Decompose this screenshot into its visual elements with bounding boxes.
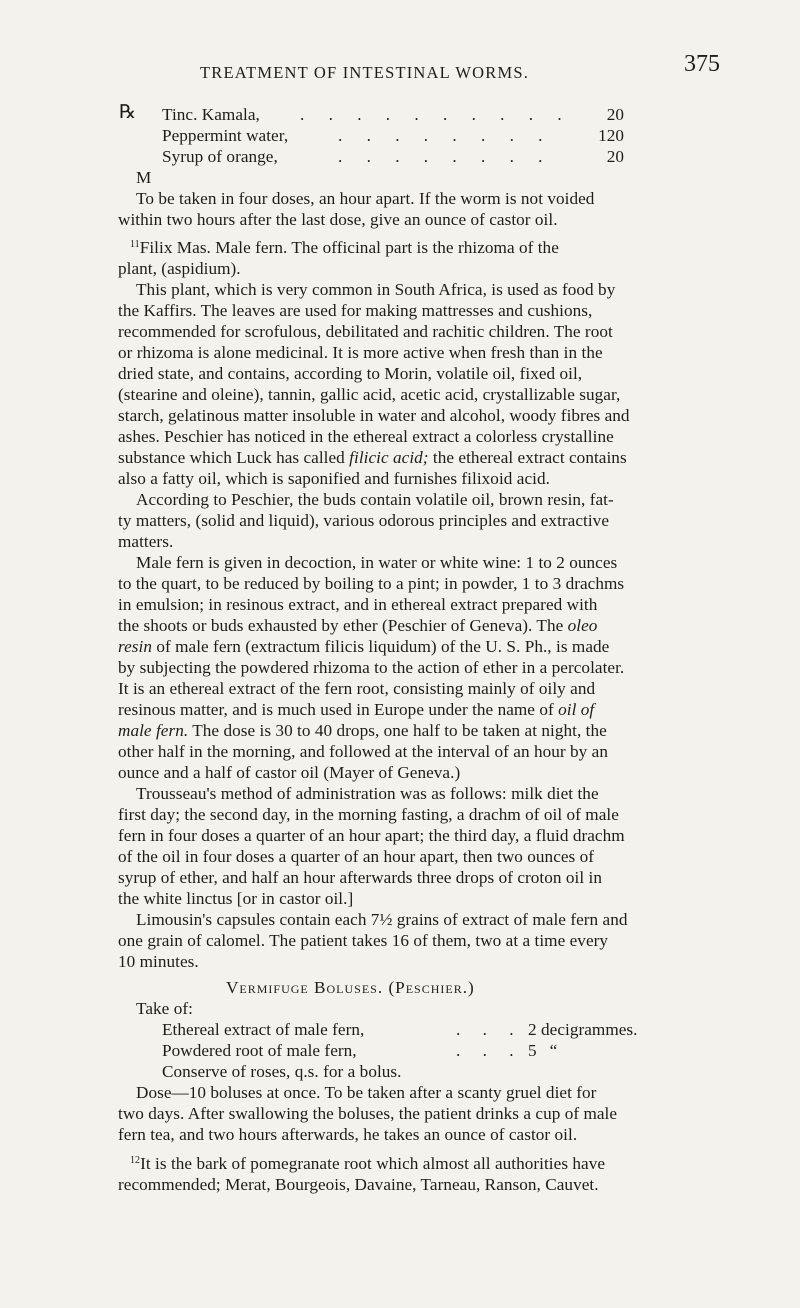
text-line: syrup of ether, and half an hour afterwards three drops of croton oil in <box>118 868 603 887</box>
bolus-item <box>162 1019 364 1040</box>
text-line: Male fern is given in decoction, in water or white wine: 1 to 2 ounces <box>136 553 618 572</box>
text-line: male fern. The dose is 30 to 40 drops, one half to be taken at night, the <box>118 721 607 740</box>
text-line: resinous matter, and is much used in Europe under the name of oil of <box>118 700 595 719</box>
text-line: recommended; Merat, Bourgeois, Davaine, Tarneau, Ranson, Cauvet. <box>118 1175 599 1194</box>
text-line: This plant, which is very common in South Africa, is used as food by <box>136 280 616 299</box>
text-line: $^{12}$It is the bark of pomegranate root which almost all authorities have <box>130 1154 606 1173</box>
bolus-item-name: Powdered root of male fern, <box>162 1041 357 1060</box>
text-line: two days. After swallowing the boluses, the patient drinks a cup of male <box>118 1104 618 1123</box>
text-line: one grain of calomel. The patient takes 16 of them, two at a time every <box>118 931 609 950</box>
rx-item-qty: 120 <box>598 126 624 145</box>
italic-term: oleo <box>567 616 598 635</box>
rx-item-qty: 20 <box>606 147 624 166</box>
running-header <box>200 51 720 83</box>
text-line: or rhizoma is alone medicinal. It is more active when fresh than in the <box>118 343 603 362</box>
italic-term: filicic acid; <box>349 448 429 467</box>
italic-term: oil of <box>558 700 595 719</box>
misce-label: M <box>136 168 152 187</box>
section-heading: Vermifuge Boluses. (Peschier.) <box>226 978 475 997</box>
text-line: plant, (aspidium). <box>118 259 241 278</box>
rx-item-name: Tinc. Kamala, <box>162 105 260 124</box>
text-line: 10 minutes. <box>118 952 199 971</box>
text-line: To be taken in four doses, an hour apart. If the worm is not voided <box>136 189 595 208</box>
bolus-item-qty: 5 “ <box>528 1041 558 1060</box>
text-line: ashes. Peschier has noticed in the ethereal extract a colorless crystalline <box>118 427 614 446</box>
text-line: resin of male fern (extractum filicis liquidum) of the U. S. Ph., is made <box>118 637 610 656</box>
bolus-item-name: Ethereal extract of male fern, <box>162 1020 365 1039</box>
text-line: ty matters, (solid and liquid), various odorous principles and extractive <box>118 511 609 530</box>
text-line: other half in the morning, and followed at the interval of an hour by an <box>118 742 608 761</box>
rx-item-name: Peppermint water, <box>162 126 289 145</box>
rx-item-name: Syrup of orange, <box>162 147 278 166</box>
text-line: Trousseau's method of administration was as follows: milk diet the <box>136 784 599 803</box>
rx-item <box>0 104 800 126</box>
text-line: dried state, and contains, according to Morin, volatile oil, fixed oil, <box>118 364 583 383</box>
leader-dots: . . . . . . . . <box>338 126 553 145</box>
footnote-marker: 11 <box>130 239 140 250</box>
text-line: by subjecting the powdered rhizoma to the action of ether in a percolater. <box>118 658 625 677</box>
text-line: the shoots or buds exhausted by ether (Peschier of Geneva). The oleo <box>118 616 598 635</box>
leader-dots: . . . <box>456 1020 523 1039</box>
text-line: the Kaffirs. The leaves are used for making mattresses and cushions, <box>118 301 593 320</box>
text-line: also a fatty oil, which is saponified and furnishes filixoid acid. <box>118 469 550 488</box>
text-line: in emulsion; in resinous extract, and in ethereal extract prepared with <box>118 595 598 614</box>
rx-item <box>0 125 800 147</box>
text-line: ounce and a half of castor oil (Mayer of Geneva.) <box>118 763 461 782</box>
italic-term: resin <box>118 637 152 656</box>
page-number: 375 <box>684 51 720 77</box>
text-line: the white linctus [or in castor oil.] <box>118 889 354 908</box>
text-line: first day; the second day, in the morning fasting, a drachm of oil of male <box>118 805 619 824</box>
italic-term: male fern. <box>118 721 189 740</box>
text-line: Take of: <box>136 999 193 1018</box>
bolus-item <box>162 1040 357 1061</box>
bolus-item <box>162 1061 402 1082</box>
text-line: fern in four doses a quarter of an hour apart; the third day, a fluid drachm <box>118 826 625 845</box>
recipe-symbol: ℞ <box>119 102 137 123</box>
text-line: of the oil in four doses a quarter of an hour apart, then two ounces of <box>118 847 595 866</box>
text-line: to the quart, to be reduced by boiling to a pint; in powder, 1 to 3 drachms <box>118 574 625 593</box>
text-line: recommended for scrofulous, debilitated and rachitic children. The root <box>118 322 613 341</box>
footnote-marker: 12 <box>130 1155 141 1166</box>
leader-dots: . . . <box>456 1041 523 1060</box>
header-title: TREATMENT OF INTESTINAL WORMS. <box>200 63 530 82</box>
text-line: Limousin's capsules contain each 7½ grains of extract of male fern and <box>136 910 628 929</box>
bolus-item-name: Conserve of roses, q.s. for a bolus. <box>162 1062 402 1081</box>
rx-item <box>0 146 800 168</box>
text-line: within two hours after the last dose, give an ounce of castor oil. <box>118 210 558 229</box>
text-line: It is an ethereal extract of the fern root, consisting mainly of oily and <box>118 679 596 698</box>
text-line: matters. <box>118 532 174 551</box>
text-line: Dose—10 boluses at once. To be taken after a scanty gruel diet for <box>136 1083 597 1102</box>
rx-item-qty: 20 <box>606 105 624 124</box>
text-line: fern tea, and two hours afterwards, he takes an ounce of castor oil. <box>118 1125 578 1144</box>
text-line: $^{11}$Filix Mas. Male fern. The officinal part is the rhizoma of the <box>130 238 559 257</box>
leader-dots: . . . . . . . . . . <box>300 105 572 124</box>
text-line: substance which Luck has called filicic acid; the ethereal extract contains <box>118 448 627 467</box>
text-line: According to Peschier, the buds contain volatile oil, brown resin, fat- <box>136 490 614 509</box>
text-line: (stearine and oleine), tannin, gallic acid, acetic acid, crystallizable sugar, <box>118 385 621 404</box>
leader-dots: . . . . . . . . <box>338 147 553 166</box>
text-line: starch, gelatinous matter insoluble in water and alcohol, woody fibres and <box>118 406 630 425</box>
bolus-item-qty: 2 decigrammes. <box>528 1020 638 1039</box>
